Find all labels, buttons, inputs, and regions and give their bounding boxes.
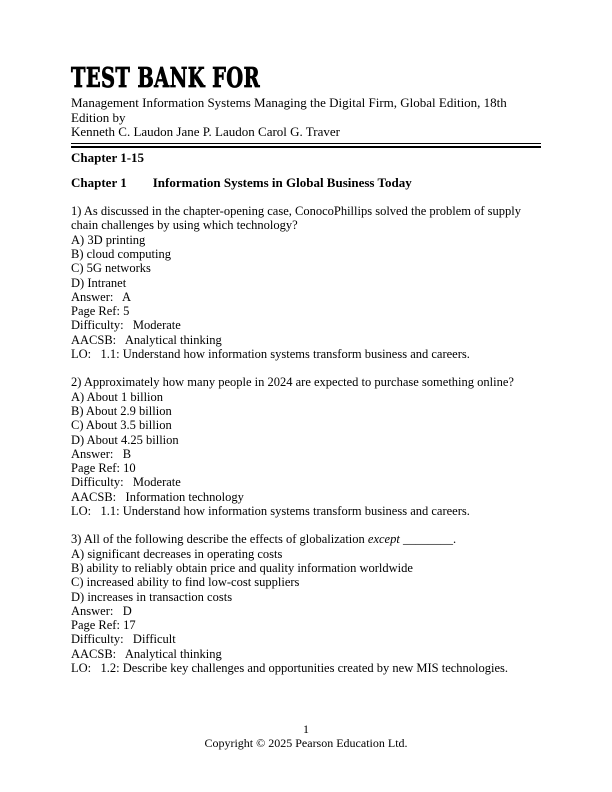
chapter-heading-title: Information Systems in Global Business Today: [152, 174, 412, 190]
question-stem-suffix: ________.: [399, 532, 457, 547]
answer-option: C) 5G networks: [71, 261, 151, 276]
answer-option: D) About 4.25 billion: [71, 432, 179, 447]
answer-option: C) About 3.5 billion: [71, 418, 172, 433]
page-title: TEST BANK FOR: [71, 63, 261, 94]
book-subtitle-line: Management Information Systems Managing the Digital Firm, Global Edition, 18th Edition by: [71, 95, 507, 125]
page-ref-line: Page Ref: 5: [71, 304, 130, 319]
page-footer: [0, 723, 612, 750]
page-number: 1: [303, 722, 309, 736]
question-block: [71, 532, 541, 675]
copyright-line: Copyright © 2025 Pearson Education Ltd.: [204, 735, 408, 750]
aacsb-line: AACSB: Analytical thinking: [71, 646, 222, 661]
book-subtitle-line: Kenneth C. Laudon Jane P. Laudon Carol G. Traver: [71, 124, 340, 139]
answer-option: D) Intranet: [71, 275, 127, 290]
question-block: [71, 204, 541, 361]
question-stem-text: 3) All of the following describe the effects of globalization: [71, 532, 368, 547]
lo-line: LO: 1.1: Understand how information systems transform business and careers.: [71, 504, 470, 519]
answer-option: A) significant decreases in operating costs: [71, 546, 283, 561]
difficulty-line: Difficulty: Moderate: [71, 318, 181, 333]
book-subtitle: [71, 96, 541, 140]
chapter-heading-label: Chapter 1: [71, 174, 127, 190]
answer-option: A) About 1 billion: [71, 389, 164, 404]
lo-line: LO: 1.2: Describe key challenges and opportunities created by new MIS technologies.: [71, 661, 509, 675]
question-stem-text: 2) Approximately how many people in 2024 are expected to purchase something online?: [71, 375, 514, 390]
answer-option: B) ability to reliably obtain price and quality information worldwide: [71, 560, 413, 575]
answer-line: Answer: B: [71, 446, 132, 461]
chapter-range: Chapter 1-15: [71, 149, 145, 165]
aacsb-line: AACSB: Information technology: [71, 489, 244, 504]
divider-thin: [71, 143, 541, 144]
difficulty-line: Difficulty: Difficult: [71, 632, 176, 647]
answer-option: B) cloud computing: [71, 246, 171, 261]
question-stem-italic: except: [367, 532, 400, 547]
question-stem-text: 1) As discussed in the chapter-opening case, ConocoPhillips solved the problem of supply chain challenges by using which technology?: [71, 204, 525, 233]
question-stem: [71, 375, 541, 389]
answer-line: Answer: D: [71, 603, 132, 618]
answer-option: B) About 2.9 billion: [71, 403, 172, 418]
chapter-heading: [71, 176, 541, 190]
question-stem: [71, 532, 541, 546]
aacsb-line: AACSB: Analytical thinking: [71, 332, 222, 347]
page-ref-line: Page Ref: 10: [71, 461, 136, 476]
answer-option: C) increased ability to find low-cost suppliers: [71, 575, 300, 590]
question-stem: [71, 204, 541, 233]
answer-line: Answer: A: [71, 289, 132, 304]
answer-option: A) 3D printing: [71, 232, 146, 247]
difficulty-line: Difficulty: Moderate: [71, 475, 181, 490]
lo-line: LO: 1.1: Understand how information systems transform business and careers.: [71, 347, 470, 362]
question-block: [71, 375, 541, 518]
page-ref-line: Page Ref: 17: [71, 618, 136, 633]
answer-option: D) increases in transaction costs: [71, 589, 233, 604]
divider-thick: [71, 146, 541, 148]
